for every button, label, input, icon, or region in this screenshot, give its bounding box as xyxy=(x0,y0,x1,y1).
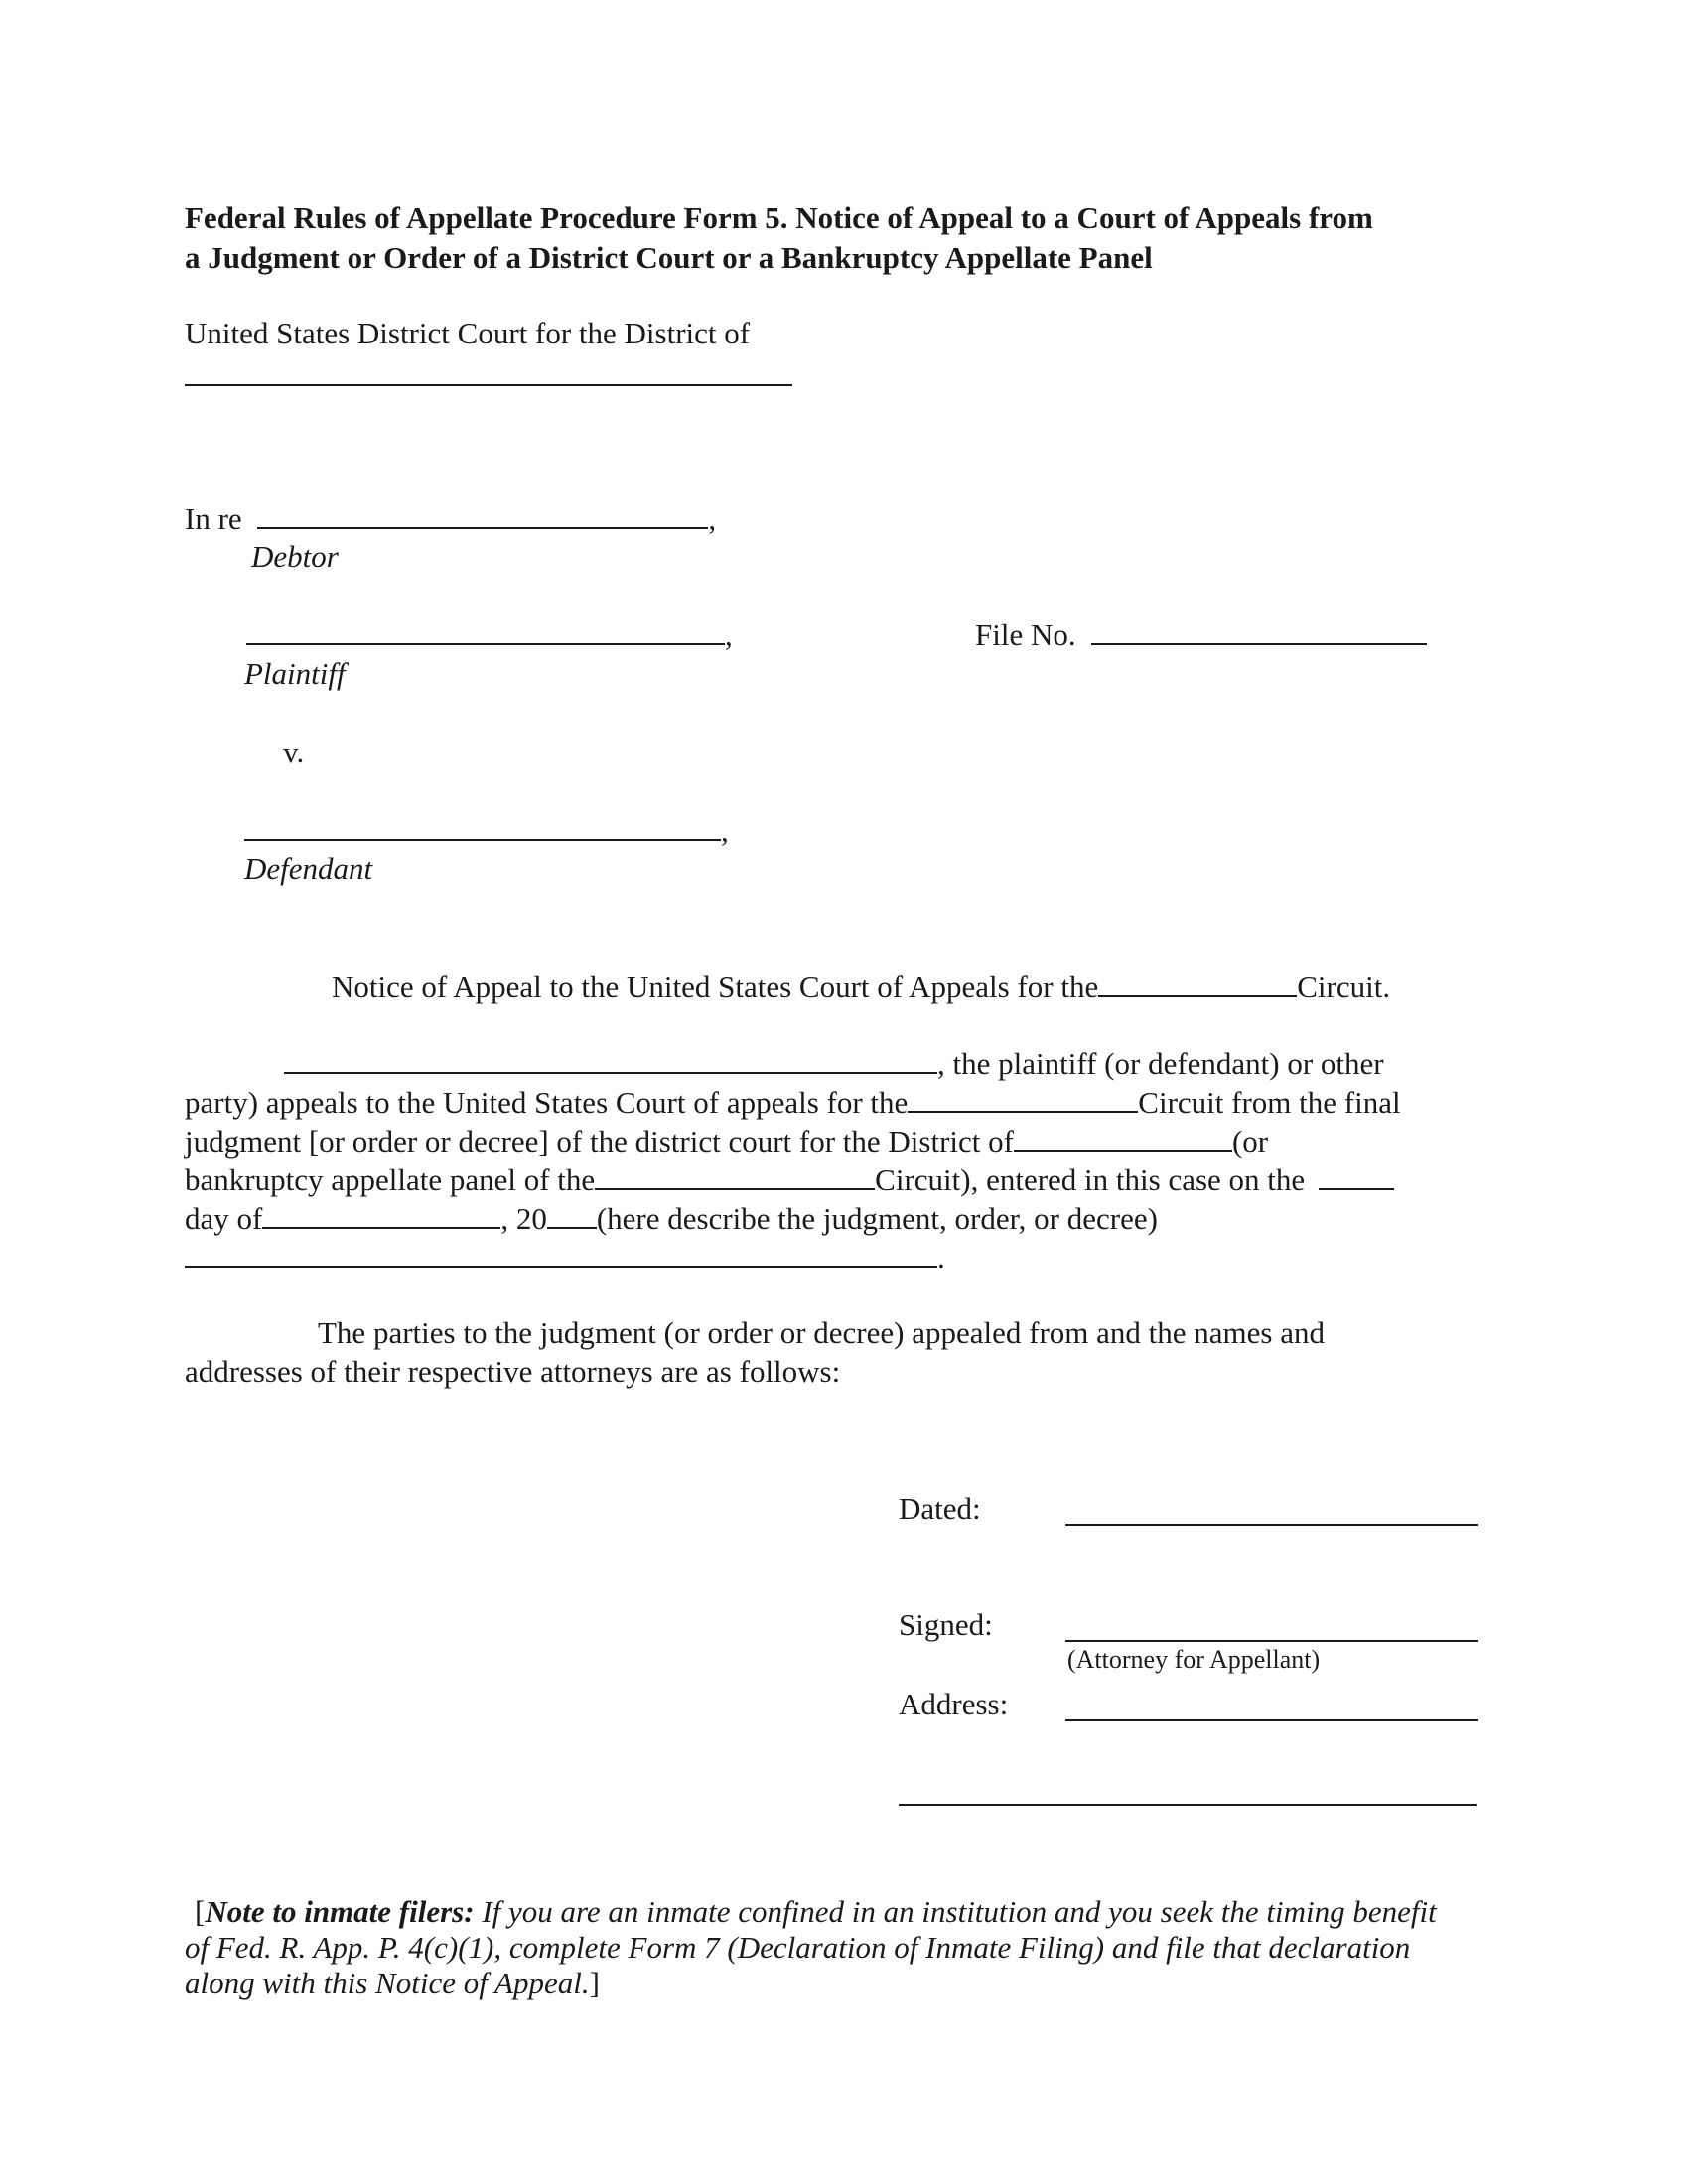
file-no-label: File No. xyxy=(975,617,1076,652)
signature-blank[interactable] xyxy=(1065,1640,1478,1642)
note-line-1 xyxy=(195,1892,1437,1932)
dated-label: Dated: xyxy=(899,1491,981,1526)
party-name-blank[interactable] xyxy=(284,1044,937,1074)
note-line-3 xyxy=(185,1964,600,2003)
note-label: Note to inmate filers: xyxy=(205,1894,475,1929)
bap-circuit-blank[interactable] xyxy=(595,1160,875,1190)
circuit-blank-body[interactable] xyxy=(908,1083,1138,1113)
note-open-bracket: [ xyxy=(195,1894,206,1929)
parties-line-2: addresses of their respective attorneys are as follows: xyxy=(185,1354,841,1389)
body-l3-after: (or xyxy=(1231,1124,1269,1159)
note-line-3-text: along with this Notice of Appeal. xyxy=(185,1966,590,2000)
notice-heading-suffix: Circuit. xyxy=(1297,969,1391,1004)
dated-blank[interactable] xyxy=(1065,1524,1478,1526)
notice-heading xyxy=(332,967,1390,1007)
defendant-comma: , xyxy=(721,813,729,848)
plaintiff-comma: , xyxy=(725,617,733,652)
attorney-caption: (Attorney for Appellant) xyxy=(1067,1645,1321,1674)
note-close-bracket: ] xyxy=(589,1966,600,2000)
day-blank[interactable] xyxy=(1319,1160,1394,1190)
file-no-blank[interactable] xyxy=(1091,615,1427,645)
notice-heading-text: Notice of Appeal to the United States Court of Appeals for the xyxy=(332,969,1099,1004)
body-line-2 xyxy=(185,1083,1401,1123)
body-l2-after: Circuit from the final xyxy=(1138,1085,1401,1120)
debtor-label: Debtor xyxy=(251,539,339,574)
body-l5-after: (here describe the judgment, order, or decree) xyxy=(596,1201,1158,1236)
body-l3-before: judgment [or order or decree] of the district court for the District of xyxy=(185,1124,1014,1159)
body-l4-after: Circuit), entered in this case on the xyxy=(875,1162,1306,1197)
defendant-line xyxy=(244,811,729,851)
plaintiff-blank[interactable] xyxy=(246,615,725,645)
circuit-blank-heading[interactable] xyxy=(1098,967,1297,997)
signed-label: Signed: xyxy=(899,1607,993,1642)
body-l6-after: . xyxy=(937,1240,945,1275)
district-blank-body[interactable] xyxy=(1014,1122,1232,1152)
body-line-3 xyxy=(185,1122,1268,1161)
form-title-line-2: a Judgment or Order of a District Court or a Bankruptcy Appellate Panel xyxy=(185,240,1153,275)
defendant-label: Defendant xyxy=(244,851,373,886)
note-line-2: of Fed. R. App. P. 4(c)(1), complete Form 7 (Declaration of Inmate Filing) and file that declaration xyxy=(185,1930,1411,1965)
body-l2-before: party) appeals to the United States Court of appeals for the xyxy=(185,1085,909,1120)
year-blank[interactable] xyxy=(547,1199,597,1229)
body-l4-before: bankruptcy appellate panel of the xyxy=(185,1162,596,1197)
debtor-blank[interactable] xyxy=(257,499,708,529)
body-line-1 xyxy=(284,1044,1384,1084)
body-line-5 xyxy=(185,1199,1158,1239)
form-title-line-1: Federal Rules of Appellate Procedure Form 5. Notice of Appeal to a Court of Appeals from xyxy=(185,201,1373,235)
body-l1-text: , the plaintiff (or defendant) or other xyxy=(937,1046,1384,1081)
debtor-comma: , xyxy=(708,501,717,536)
court-label: United States District Court for the District of xyxy=(185,316,751,350)
body-line-4 xyxy=(185,1160,1394,1200)
address-blank-2[interactable] xyxy=(899,1804,1477,1806)
body-line-6 xyxy=(185,1238,945,1278)
versus-label: v. xyxy=(283,735,305,769)
district-blank[interactable] xyxy=(185,384,792,386)
defendant-blank[interactable] xyxy=(244,811,721,841)
file-no-line xyxy=(975,615,1427,655)
address-blank-1[interactable] xyxy=(1065,1719,1478,1721)
address-label: Address: xyxy=(899,1687,1009,1721)
note-line-1-rest: If you are an inmate confined in an institution and you seek the timing benefit xyxy=(474,1894,1437,1929)
body-l5-mid: , 20 xyxy=(500,1201,547,1236)
in-re-label: In re xyxy=(185,501,242,536)
month-blank[interactable] xyxy=(262,1199,500,1229)
plaintiff-label: Plaintiff xyxy=(244,656,346,691)
judgment-description-blank[interactable] xyxy=(185,1238,937,1268)
plaintiff-line xyxy=(246,615,733,655)
parties-line-1: The parties to the judgment (or order or decree) appealed from and the names and xyxy=(318,1315,1325,1350)
in-re-line xyxy=(185,499,716,539)
body-l5-before: day of xyxy=(185,1201,263,1236)
